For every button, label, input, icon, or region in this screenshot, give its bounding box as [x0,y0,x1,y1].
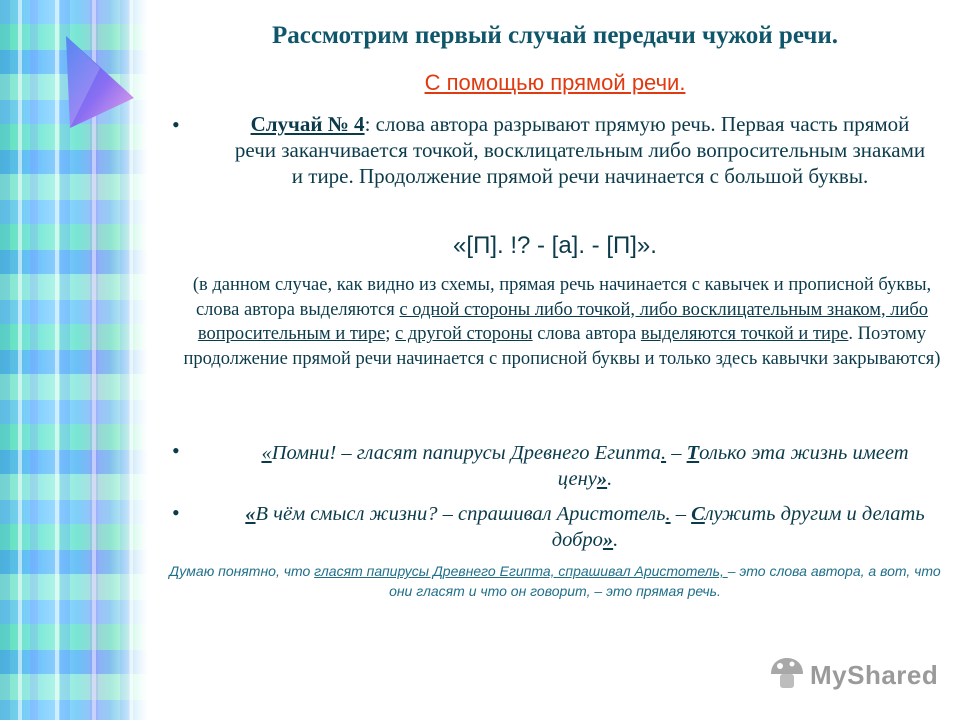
example-2-capital: С [691,503,705,525]
explanation-underlined-1: с одной стороны либо точкой, либо восклицательным знаком, либо вопросительным и тире [197,299,929,344]
example-2-part-b: ? – спрашивал Аристотель [427,503,666,525]
conclusion-text-1: Думаю понятно, что [169,563,315,579]
watermark-text: MyShared [810,660,939,690]
example-1-open-quote: « [261,442,272,464]
case-4-paragraph [232,111,928,189]
mushroom-logo-icon [768,656,806,692]
conclusion-underlined: гласят папирусы Древнего Египта, спрашивал Аристотель, [314,563,728,579]
explanation-underlined-3: выделяются точкой и тире [640,324,849,344]
play-arrow-icon [60,32,140,132]
slide-subtitle: С помощью прямой речи. [424,70,686,95]
explanation-text-4: . Поэтому продолжение прямой речи начинается с прописной буквы и только здесь кавычки закрываются) [183,324,941,369]
example-2-end: . [613,529,619,551]
example-1-dash: – [666,442,687,464]
case-4-label: Случай № 4 [250,112,365,136]
explanation-text-2: ; [385,324,396,344]
explanation-text-3: слова автора [532,324,641,344]
explanation-text-1: (в данном случае, как видно из схемы, прямая речь начинается с кавычек и прописной буквы, слова автора выделяются [192,275,932,320]
conclusion-paragraph [160,561,950,601]
example-1-dot: . [660,442,667,464]
example-2-close-quote: » [602,529,614,551]
case-4-text: слова автора разрывают прямую речь. Первая часть прямой речи заканчивается точкой, восклицательным либо вопросительным знаками и тире. Продолжение прямой речи начинается с большой буквы. [234,112,926,188]
punctuation-scheme: «[П]. !? - [а]. - [П]». [453,232,657,259]
example-2-part-d: лужить другим и делать добро [551,503,925,551]
example-1 [232,440,938,492]
example-2-dash: – [670,503,692,525]
explanation-paragraph [174,273,950,371]
example-2-part-a: В чём смысл жизни [255,503,428,525]
example-1-capital: Т [686,442,700,464]
example-1-end: . [607,468,613,490]
example-1-part-a: Помни [271,442,330,464]
explanation-underlined-2: с другой стороны [395,324,533,344]
conclusion-text-2: – это слова автора, а вот, что они гласят и что он говорит, – это прямая речь. [389,563,941,599]
example-2-open-quote: « [245,503,256,525]
example-2 [232,501,938,553]
watermark-logo [768,650,948,700]
slide-title: Рассмотрим первый случай передачи чужой речи. [271,22,839,49]
case-4-colon: : [364,112,371,136]
example-1-part-d: олько эта жизнь имеет цену [557,442,909,490]
example-1-close-quote: » [596,468,608,490]
example-2-dot: . [665,503,671,525]
example-1-part-b: ! – гласят папирусы Древнего Египта [329,442,661,464]
